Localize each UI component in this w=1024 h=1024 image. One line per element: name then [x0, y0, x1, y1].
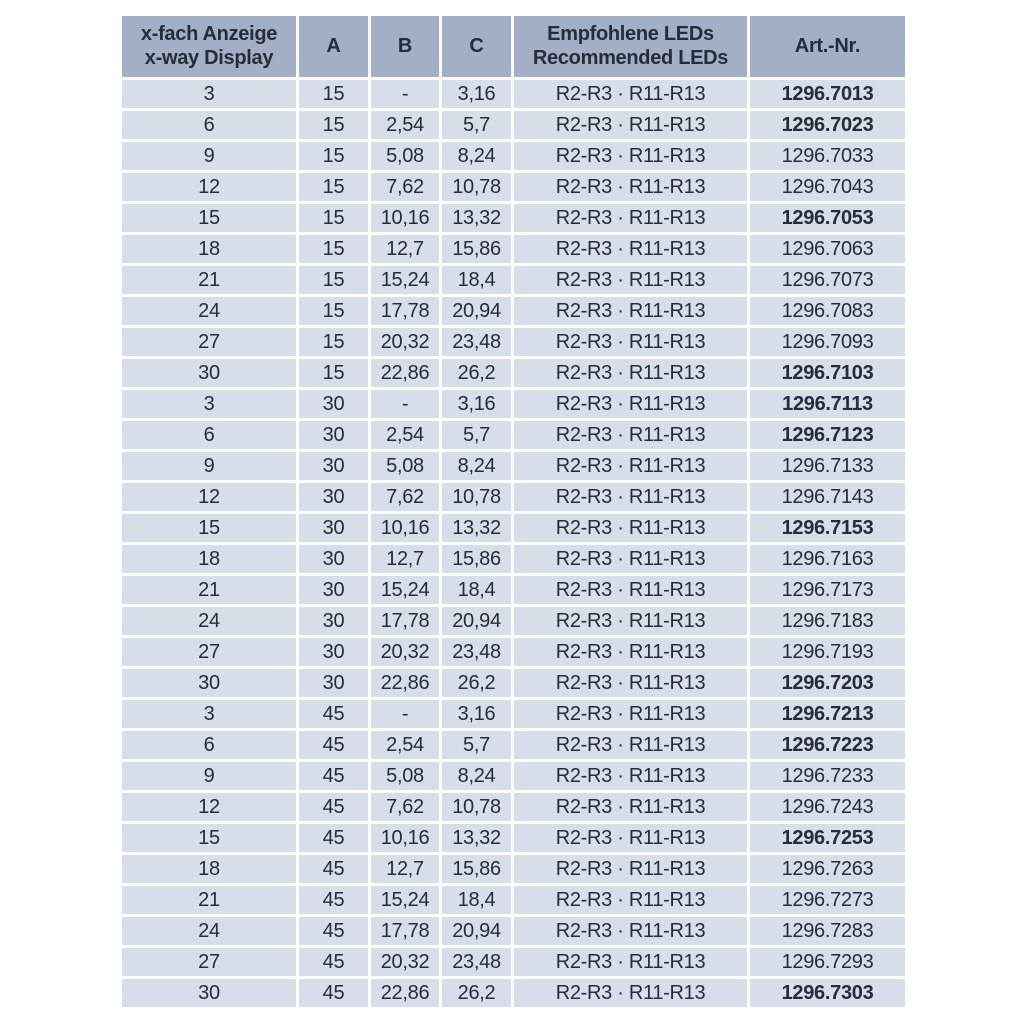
b-cell: 22,86	[371, 669, 439, 697]
b-cell: 20,32	[371, 638, 439, 666]
b-cell: 10,16	[371, 204, 439, 232]
art-nr-cell: 1296.7193	[750, 638, 905, 666]
b-cell: 12,7	[371, 235, 439, 263]
display-cell: 3	[122, 700, 296, 728]
table-row	[122, 607, 905, 635]
col-header-display-line1: x-fach Anzeige	[140, 22, 278, 45]
display-cell: 12	[122, 173, 296, 201]
b-cell: -	[371, 80, 439, 108]
c-cell: 10,78	[442, 793, 511, 821]
display-cell: 12	[122, 793, 296, 821]
header-row	[122, 16, 905, 77]
table-row	[122, 700, 905, 728]
leds-cell: R2-R3 · R11-R13	[514, 483, 747, 511]
art-nr-cell: 1296.7163	[750, 545, 905, 573]
table-row	[122, 142, 905, 170]
a-cell: 15	[299, 173, 368, 201]
leds-cell: R2-R3 · R11-R13	[514, 762, 747, 790]
table-row	[122, 204, 905, 232]
a-cell: 45	[299, 948, 368, 976]
c-cell: 20,94	[442, 607, 511, 635]
col-header-c: C	[442, 16, 511, 77]
leds-cell: R2-R3 · R11-R13	[514, 111, 747, 139]
display-cell: 27	[122, 638, 296, 666]
b-cell: -	[371, 390, 439, 418]
c-cell: 23,48	[442, 638, 511, 666]
b-cell: 15,24	[371, 266, 439, 294]
a-cell: 15	[299, 111, 368, 139]
c-cell: 26,2	[442, 359, 511, 387]
b-cell: 20,32	[371, 328, 439, 356]
b-cell: 15,24	[371, 886, 439, 914]
b-cell: 12,7	[371, 545, 439, 573]
art-nr-cell: 1296.7203	[750, 669, 905, 697]
art-nr-cell: 1296.7293	[750, 948, 905, 976]
art-nr-cell: 1296.7143	[750, 483, 905, 511]
display-cell: 3	[122, 80, 296, 108]
a-cell: 45	[299, 886, 368, 914]
art-nr-cell: 1296.7073	[750, 266, 905, 294]
b-cell: 12,7	[371, 855, 439, 883]
leds-cell: R2-R3 · R11-R13	[514, 700, 747, 728]
col-header-leds-line2: Recommended LEDs	[532, 46, 729, 69]
art-nr-cell: 1296.7043	[750, 173, 905, 201]
b-cell: 2,54	[371, 421, 439, 449]
table-row	[122, 421, 905, 449]
a-cell: 30	[299, 421, 368, 449]
leds-cell: R2-R3 · R11-R13	[514, 948, 747, 976]
art-nr-cell: 1296.7113	[750, 390, 905, 418]
leds-cell: R2-R3 · R11-R13	[514, 142, 747, 170]
b-cell: 7,62	[371, 793, 439, 821]
b-cell: 15,24	[371, 576, 439, 604]
a-cell: 45	[299, 731, 368, 759]
a-cell: 30	[299, 576, 368, 604]
display-cell: 9	[122, 452, 296, 480]
table-body	[122, 80, 905, 1007]
leds-cell: R2-R3 · R11-R13	[514, 328, 747, 356]
table-row	[122, 576, 905, 604]
table-row	[122, 111, 905, 139]
display-cell: 24	[122, 607, 296, 635]
c-cell: 20,94	[442, 297, 511, 325]
c-cell: 18,4	[442, 266, 511, 294]
b-cell: 5,08	[371, 762, 439, 790]
table-row	[122, 979, 905, 1007]
art-nr-cell: 1296.7253	[750, 824, 905, 852]
display-cell: 9	[122, 762, 296, 790]
leds-cell: R2-R3 · R11-R13	[514, 886, 747, 914]
table-row	[122, 266, 905, 294]
a-cell: 45	[299, 979, 368, 1007]
table-row	[122, 359, 905, 387]
art-nr-cell: 1296.7083	[750, 297, 905, 325]
leds-cell: R2-R3 · R11-R13	[514, 855, 747, 883]
display-cell: 12	[122, 483, 296, 511]
table-row	[122, 483, 905, 511]
leds-cell: R2-R3 · R11-R13	[514, 390, 747, 418]
leds-cell: R2-R3 · R11-R13	[514, 824, 747, 852]
led-spec-table-container	[119, 13, 908, 1010]
a-cell: 15	[299, 297, 368, 325]
b-cell: 5,08	[371, 452, 439, 480]
art-nr-cell: 1296.7123	[750, 421, 905, 449]
a-cell: 15	[299, 359, 368, 387]
display-cell: 3	[122, 390, 296, 418]
table-row	[122, 297, 905, 325]
b-cell: 22,86	[371, 979, 439, 1007]
c-cell: 26,2	[442, 669, 511, 697]
display-cell: 21	[122, 266, 296, 294]
c-cell: 5,7	[442, 111, 511, 139]
leds-cell: R2-R3 · R11-R13	[514, 421, 747, 449]
b-cell: 2,54	[371, 731, 439, 759]
art-nr-cell: 1296.7133	[750, 452, 905, 480]
leds-cell: R2-R3 · R11-R13	[514, 452, 747, 480]
art-nr-cell: 1296.7033	[750, 142, 905, 170]
table-row	[122, 514, 905, 542]
art-nr-cell: 1296.7013	[750, 80, 905, 108]
a-cell: 30	[299, 514, 368, 542]
c-cell: 5,7	[442, 731, 511, 759]
display-cell: 30	[122, 359, 296, 387]
c-cell: 8,24	[442, 762, 511, 790]
table-row	[122, 669, 905, 697]
leds-cell: R2-R3 · R11-R13	[514, 545, 747, 573]
c-cell: 10,78	[442, 483, 511, 511]
table-row	[122, 80, 905, 108]
col-header-leds	[514, 16, 747, 77]
c-cell: 8,24	[442, 452, 511, 480]
a-cell: 30	[299, 638, 368, 666]
b-cell: -	[371, 700, 439, 728]
b-cell: 2,54	[371, 111, 439, 139]
table-row	[122, 390, 905, 418]
art-nr-cell: 1296.7213	[750, 700, 905, 728]
art-nr-cell: 1296.7223	[750, 731, 905, 759]
table-row	[122, 917, 905, 945]
art-nr-cell: 1296.7053	[750, 204, 905, 232]
art-nr-cell: 1296.7243	[750, 793, 905, 821]
table-row	[122, 173, 905, 201]
a-cell: 30	[299, 483, 368, 511]
a-cell: 15	[299, 142, 368, 170]
display-cell: 18	[122, 855, 296, 883]
col-header-art-nr: Art.-Nr.	[750, 16, 905, 77]
table-row	[122, 762, 905, 790]
a-cell: 30	[299, 452, 368, 480]
art-nr-cell: 1296.7183	[750, 607, 905, 635]
leds-cell: R2-R3 · R11-R13	[514, 669, 747, 697]
col-header-display	[122, 16, 296, 77]
a-cell: 45	[299, 700, 368, 728]
col-header-b: B	[371, 16, 439, 77]
a-cell: 15	[299, 328, 368, 356]
table-row	[122, 452, 905, 480]
leds-cell: R2-R3 · R11-R13	[514, 514, 747, 542]
display-cell: 6	[122, 111, 296, 139]
art-nr-cell: 1296.7153	[750, 514, 905, 542]
display-cell: 15	[122, 824, 296, 852]
leds-cell: R2-R3 · R11-R13	[514, 173, 747, 201]
art-nr-cell: 1296.7173	[750, 576, 905, 604]
c-cell: 23,48	[442, 328, 511, 356]
c-cell: 3,16	[442, 700, 511, 728]
display-cell: 27	[122, 948, 296, 976]
b-cell: 17,78	[371, 297, 439, 325]
leds-cell: R2-R3 · R11-R13	[514, 731, 747, 759]
table-row	[122, 638, 905, 666]
c-cell: 5,7	[442, 421, 511, 449]
art-nr-cell: 1296.7273	[750, 886, 905, 914]
c-cell: 3,16	[442, 390, 511, 418]
c-cell: 26,2	[442, 979, 511, 1007]
a-cell: 45	[299, 793, 368, 821]
table-row	[122, 793, 905, 821]
display-cell: 6	[122, 731, 296, 759]
col-header-display-line2: x-way Display	[144, 46, 274, 69]
c-cell: 20,94	[442, 917, 511, 945]
c-cell: 13,32	[442, 514, 511, 542]
c-cell: 3,16	[442, 80, 511, 108]
leds-cell: R2-R3 · R11-R13	[514, 297, 747, 325]
c-cell: 15,86	[442, 545, 511, 573]
table-row	[122, 235, 905, 263]
leds-cell: R2-R3 · R11-R13	[514, 204, 747, 232]
art-nr-cell: 1296.7063	[750, 235, 905, 263]
leds-cell: R2-R3 · R11-R13	[514, 576, 747, 604]
table-row	[122, 824, 905, 852]
display-cell: 30	[122, 979, 296, 1007]
display-cell: 18	[122, 545, 296, 573]
c-cell: 10,78	[442, 173, 511, 201]
leds-cell: R2-R3 · R11-R13	[514, 607, 747, 635]
leds-cell: R2-R3 · R11-R13	[514, 80, 747, 108]
display-cell: 24	[122, 917, 296, 945]
a-cell: 45	[299, 917, 368, 945]
b-cell: 22,86	[371, 359, 439, 387]
led-spec-table	[119, 13, 908, 1010]
a-cell: 45	[299, 824, 368, 852]
a-cell: 45	[299, 855, 368, 883]
b-cell: 20,32	[371, 948, 439, 976]
art-nr-cell: 1296.7103	[750, 359, 905, 387]
c-cell: 18,4	[442, 576, 511, 604]
c-cell: 13,32	[442, 824, 511, 852]
a-cell: 15	[299, 235, 368, 263]
display-cell: 15	[122, 204, 296, 232]
a-cell: 30	[299, 545, 368, 573]
b-cell: 7,62	[371, 483, 439, 511]
art-nr-cell: 1296.7283	[750, 917, 905, 945]
leds-cell: R2-R3 · R11-R13	[514, 638, 747, 666]
a-cell: 30	[299, 390, 368, 418]
table-row	[122, 948, 905, 976]
table-row	[122, 545, 905, 573]
col-header-leds-line1: Empfohlene LEDs	[547, 22, 714, 45]
display-cell: 21	[122, 886, 296, 914]
c-cell: 18,4	[442, 886, 511, 914]
a-cell: 45	[299, 762, 368, 790]
table-row	[122, 731, 905, 759]
a-cell: 30	[299, 607, 368, 635]
art-nr-cell: 1296.7023	[750, 111, 905, 139]
a-cell: 15	[299, 266, 368, 294]
display-cell: 30	[122, 669, 296, 697]
leds-cell: R2-R3 · R11-R13	[514, 917, 747, 945]
table-row	[122, 855, 905, 883]
a-cell: 15	[299, 80, 368, 108]
art-nr-cell: 1296.7303	[750, 979, 905, 1007]
c-cell: 13,32	[442, 204, 511, 232]
table-row	[122, 328, 905, 356]
art-nr-cell: 1296.7093	[750, 328, 905, 356]
b-cell: 5,08	[371, 142, 439, 170]
c-cell: 23,48	[442, 948, 511, 976]
c-cell: 15,86	[442, 855, 511, 883]
display-cell: 18	[122, 235, 296, 263]
leds-cell: R2-R3 · R11-R13	[514, 266, 747, 294]
b-cell: 17,78	[371, 607, 439, 635]
c-cell: 8,24	[442, 142, 511, 170]
b-cell: 17,78	[371, 917, 439, 945]
c-cell: 15,86	[442, 235, 511, 263]
display-cell: 27	[122, 328, 296, 356]
display-cell: 24	[122, 297, 296, 325]
leds-cell: R2-R3 · R11-R13	[514, 235, 747, 263]
col-header-a: A	[299, 16, 368, 77]
b-cell: 7,62	[371, 173, 439, 201]
art-nr-cell: 1296.7263	[750, 855, 905, 883]
b-cell: 10,16	[371, 514, 439, 542]
art-nr-cell: 1296.7233	[750, 762, 905, 790]
b-cell: 10,16	[371, 824, 439, 852]
leds-cell: R2-R3 · R11-R13	[514, 979, 747, 1007]
display-cell: 15	[122, 514, 296, 542]
leds-cell: R2-R3 · R11-R13	[514, 359, 747, 387]
display-cell: 21	[122, 576, 296, 604]
a-cell: 30	[299, 669, 368, 697]
display-cell: 9	[122, 142, 296, 170]
a-cell: 15	[299, 204, 368, 232]
table-row	[122, 886, 905, 914]
leds-cell: R2-R3 · R11-R13	[514, 793, 747, 821]
display-cell: 6	[122, 421, 296, 449]
